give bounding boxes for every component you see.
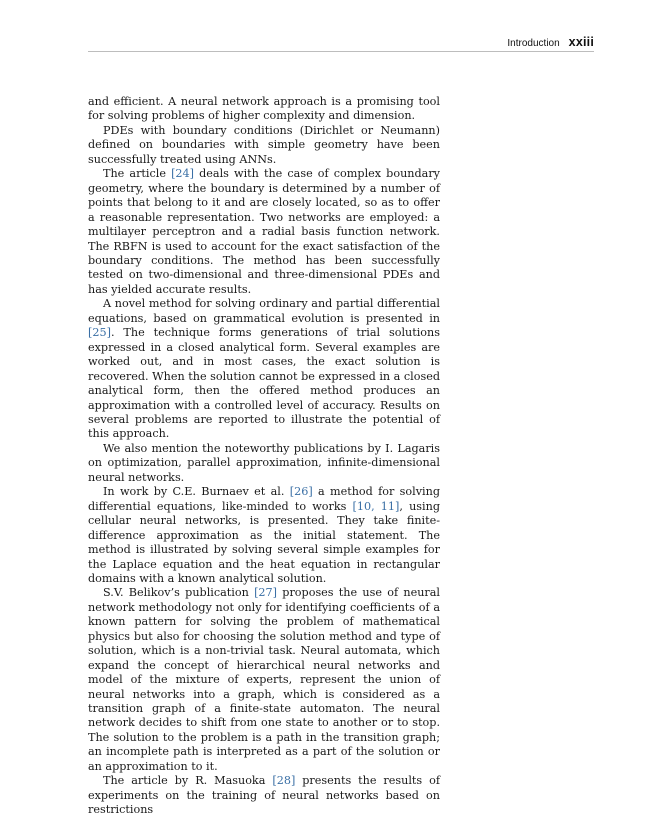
paragraph-text: . The technique forms generations of trial solutions expressed in a closed analytical form. Several examples are worked out, and in most cases, the exact solution is recovered. When the solution cannot be expressed in a closed analytical form, then the offered method produces an approximation with a controlled level of accuracy. Results on several problems are reported to illustrate the potential of this approach. — [88, 326, 440, 441]
citation-link[interactable]: [25] — [88, 326, 111, 340]
citation-link[interactable]: [10, 11] — [352, 499, 400, 513]
paragraph-text: The article — [103, 167, 172, 181]
paragraph-text: , using cellular neural networks, is presented. They take finite-difference approximation as the initial statement. The method is illustrated by solving several simple examples for the Laplace equation and the heat equation in rectangular domains with a known analytical solution. — [88, 499, 440, 585]
running-head — [507, 35, 594, 49]
paragraph — [88, 95, 440, 124]
paragraph-text: presents the results of experiments on the training of neural networks based on restrictions — [88, 774, 440, 817]
paragraph — [88, 774, 440, 817]
body-text — [88, 95, 440, 818]
paragraph-text: PDEs with boundary conditions (Dirichlet or Neumann) defined on boundaries with simple geometry have been successfully treated using ANNs. — [88, 123, 440, 166]
paragraph-text: proposes the use of neural network methodology not only for identifying coefficients of a known pattern for solving the problem of mathematical physics but also for choosing the solution method and type of solution, which is a non-trivial task. Neural automata, which expand the concept of hierarchical neural networks and model of the mixture of experts, represent the union of neural networks into a graph, which is considered as a transition graph of a finite-state automaton. The neural network decides to shift from one state to another or to stop. The solution to the problem is a path in the transition graph; an incomplete path is interpreted as a part of the solution or an approximation to it. — [88, 586, 440, 773]
citation-link[interactable]: [26] — [289, 485, 313, 499]
section-title: Introduction — [507, 38, 560, 49]
paragraph-text: In work by C.E. Burnaev et al. — [103, 485, 290, 499]
paragraph — [88, 167, 440, 297]
paragraph — [88, 124, 440, 167]
paragraph-text: S.V. Belikov’s publication — [103, 586, 255, 600]
citation-link[interactable]: [24] — [171, 167, 195, 181]
citation-link[interactable]: [28] — [272, 774, 296, 788]
header-rule — [88, 51, 594, 52]
paragraph-text: A novel method for solving ordinary and partial differential equations, based on grammatical evolution is presented in — [88, 297, 440, 325]
paragraph-text: We also mention the noteworthy publications by I. Lagaris on optimization, parallel approximation, infinite-dimensional neural networks. — [88, 441, 440, 484]
paragraph-text: and efficient. A neural network approach is a promising tool for solving problems of higher complexity and dimension. — [88, 95, 440, 123]
paragraph — [88, 485, 440, 586]
paragraph — [88, 586, 440, 774]
paragraph-text: a method for solving differential equations, like-minded to works — [88, 485, 440, 513]
page-number: xxiii — [568, 35, 594, 49]
paragraph — [88, 442, 440, 485]
citation-link[interactable]: [27] — [254, 586, 278, 600]
paragraph — [88, 297, 440, 442]
paragraph-text: deals with the case of complex boundary geometry, where the boundary is determined by a number of points that belong to it and are closely located, so as to offer a reasonable representation. Two networks are employed: a multilayer perceptron and a radial basis function network. The RBFN is used to account for the exact satisfaction of the boundary conditions. The method has been successfully tested on two-dimensional and three-dimensional PDEs and has yielded accurate results. — [88, 167, 440, 296]
paragraph-text: The article by R. Masuoka — [103, 774, 273, 788]
